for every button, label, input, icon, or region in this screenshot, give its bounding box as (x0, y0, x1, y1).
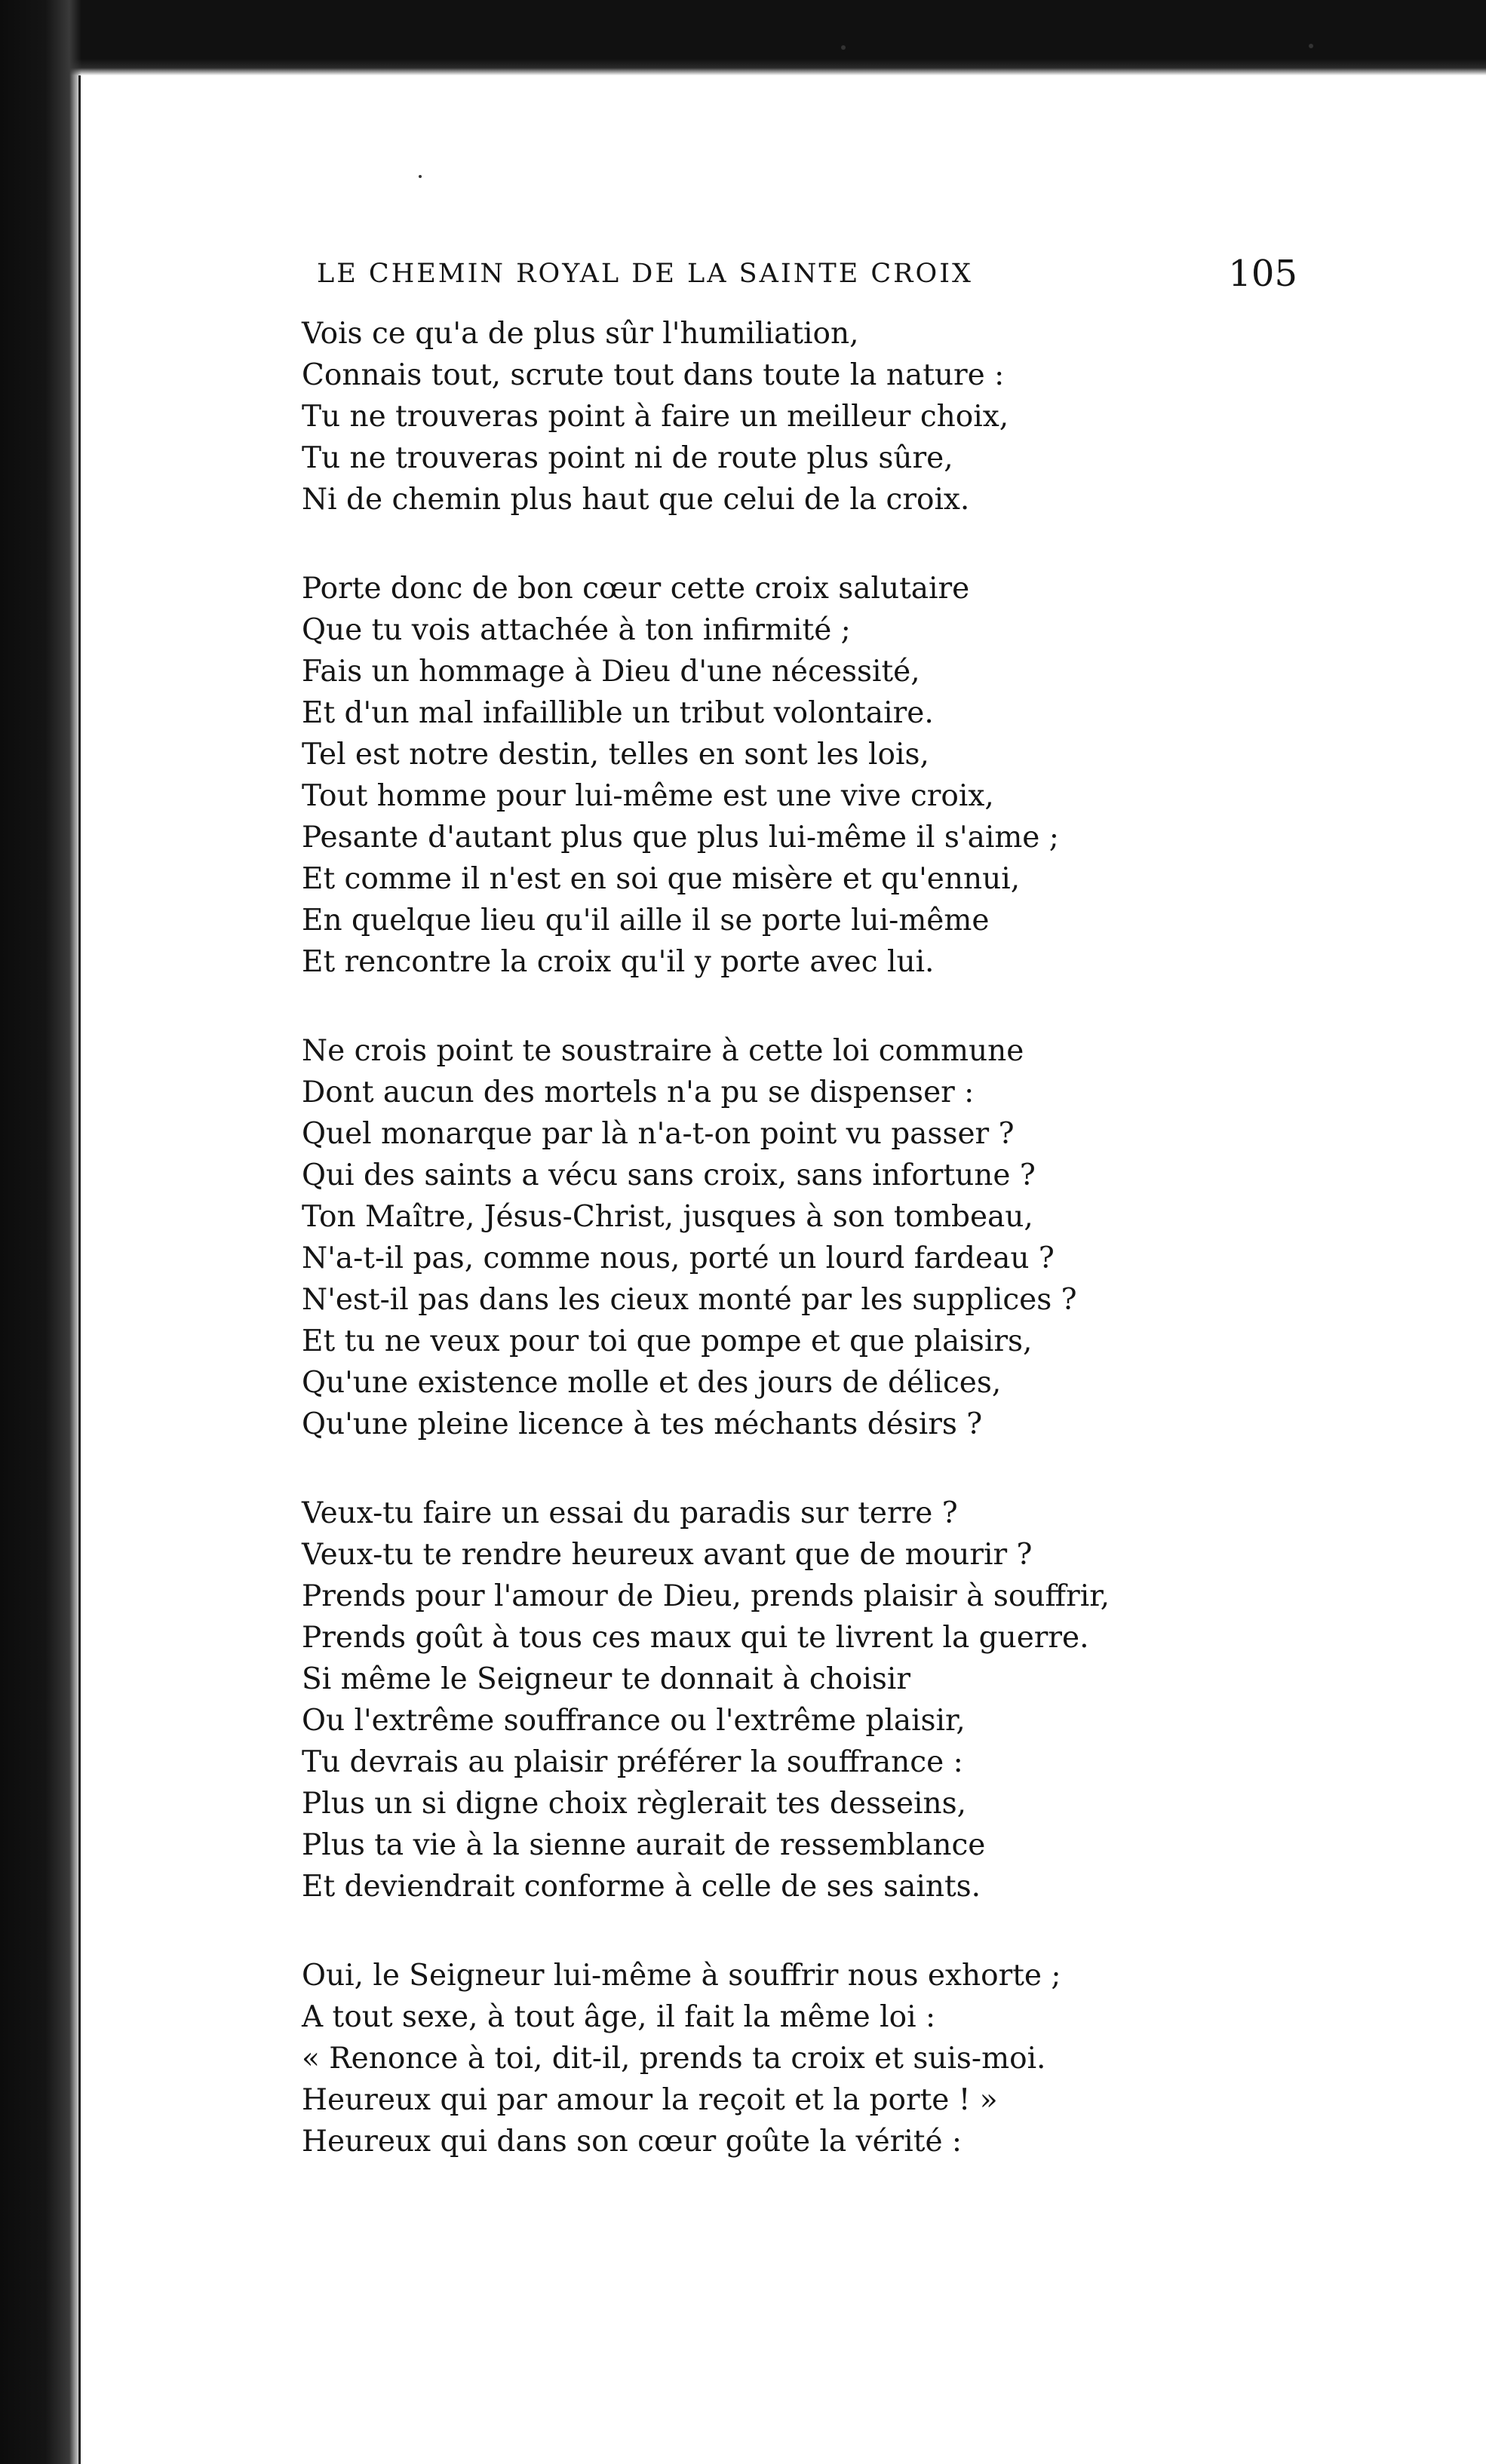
verse-line: Plus ta vie à la sienne aurait de ressemblance (302, 1828, 986, 1862)
stanza-3 (302, 1030, 1237, 1445)
verse-line: Fais un hommage à Dieu d'une nécessité, (302, 655, 920, 689)
verse-line: Veux-tu te rendre heureux avant que de mourir ? (302, 1538, 1033, 1572)
verse-line: Tu devrais au plaisir préférer la souffrance : (302, 1745, 963, 1779)
verse-line: Connais tout, scrute tout dans toute la nature : (302, 358, 1005, 392)
verse-line: A tout sexe, à tout âge, il fait la même loi : (302, 2000, 936, 2034)
scan-speck (1309, 44, 1313, 48)
verse-line: Et tu ne veux pour toi que pompe et que plaisirs, (302, 1324, 1033, 1358)
poem-body (302, 313, 1237, 2210)
verse-line: Si même le Seigneur te donnait à choisir (302, 1662, 910, 1696)
verse-line: En quelque lieu qu'il aille il se porte lui-même (302, 904, 990, 937)
stanza-4 (302, 1493, 1237, 1907)
verse-line: Et rencontre la croix qu'il y porte avec lui. (302, 945, 935, 979)
verse-line: Pesante d'autant plus que plus lui-même il s'aime ; (302, 821, 1059, 855)
scan-top-border (0, 0, 1486, 75)
verse-line: Heureux qui dans son cœur goûte la vérité : (302, 2125, 963, 2159)
verse-line: Qu'une existence molle et des jours de délices, (302, 1366, 1002, 1400)
scan-left-border (0, 0, 81, 2464)
verse-line: Tel est notre destin, telles en sont les lois, (302, 738, 929, 772)
verse-line: Tu ne trouveras point ni de route plus sûre, (302, 441, 953, 475)
verse-line: Tu ne trouveras point à faire un meilleur choix, (302, 400, 1009, 434)
verse-line: Vois ce qu'a de plus sûr l'humiliation, (302, 317, 859, 351)
verse-line: Quel monarque par là n'a-t-on point vu passer ? (302, 1117, 1015, 1151)
verse-line: N'a-t-il pas, comme nous, porté un lourd fardeau ? (302, 1241, 1055, 1275)
verse-line: Plus un si digne choix règlerait tes desseins, (302, 1787, 967, 1821)
verse-line: Ton Maître, Jésus-Christ, jusques à son tombeau, (302, 1200, 1033, 1234)
verse-line: Heureux qui par amour la reçoit et la porte ! » (302, 2083, 998, 2117)
verse-line: Et deviendrait conforme à celle de ses saints. (302, 1870, 981, 1904)
verse-line: Tout homme pour lui-même est une vive croix, (302, 779, 994, 813)
verse-line: Et d'un mal infaillible un tribut volontaire. (302, 696, 934, 730)
verse-line: Qu'une pleine licence à tes méchants désirs ? (302, 1407, 983, 1441)
verse-line: Prends pour l'amour de Dieu, prends plaisir à souffrir, (302, 1579, 1110, 1613)
stanza-1 (302, 313, 1237, 520)
page-number: 105 (1228, 253, 1297, 295)
verse-line: Oui, le Seigneur lui-même à souffrir nous exhorte ; (302, 1959, 1061, 1993)
verse-line: Veux-tu faire un essai du paradis sur terre ? (302, 1496, 958, 1530)
verse-line: « Renonce à toi, dit-il, prends ta croix et suis-moi. (302, 2042, 1046, 2076)
stanza-5 (302, 1955, 1237, 2162)
verse-line: Ou l'extrême souffrance ou l'extrême plaisir, (302, 1704, 966, 1738)
page-edge-line (78, 75, 81, 2464)
verse-line: Porte donc de bon cœur cette croix salutaire (302, 572, 970, 606)
scan-speck (841, 45, 846, 50)
verse-line: Ne crois point te soustraire à cette loi commune (302, 1034, 1024, 1068)
verse-line: Qui des saints a vécu sans croix, sans infortune ? (302, 1158, 1036, 1192)
verse-line: Dont aucun des mortels n'a pu se dispenser : (302, 1076, 975, 1109)
running-head (317, 253, 1297, 298)
scan-speck (419, 175, 422, 178)
verse-line: Prends goût à tous ces maux qui te livrent la guerre. (302, 1621, 1089, 1655)
stanza-2 (302, 568, 1237, 983)
verse-line: Ni de chemin plus haut que celui de la croix. (302, 483, 970, 517)
running-title: LE CHEMIN ROYAL DE LA SAINTE CROIX (317, 259, 973, 289)
verse-line: Et comme il n'est en soi que misère et qu'ennui, (302, 862, 1021, 896)
verse-line: Que tu vois attachée à ton infirmité ; (302, 613, 851, 647)
verse-line: N'est-il pas dans les cieux monté par les supplices ? (302, 1283, 1077, 1317)
